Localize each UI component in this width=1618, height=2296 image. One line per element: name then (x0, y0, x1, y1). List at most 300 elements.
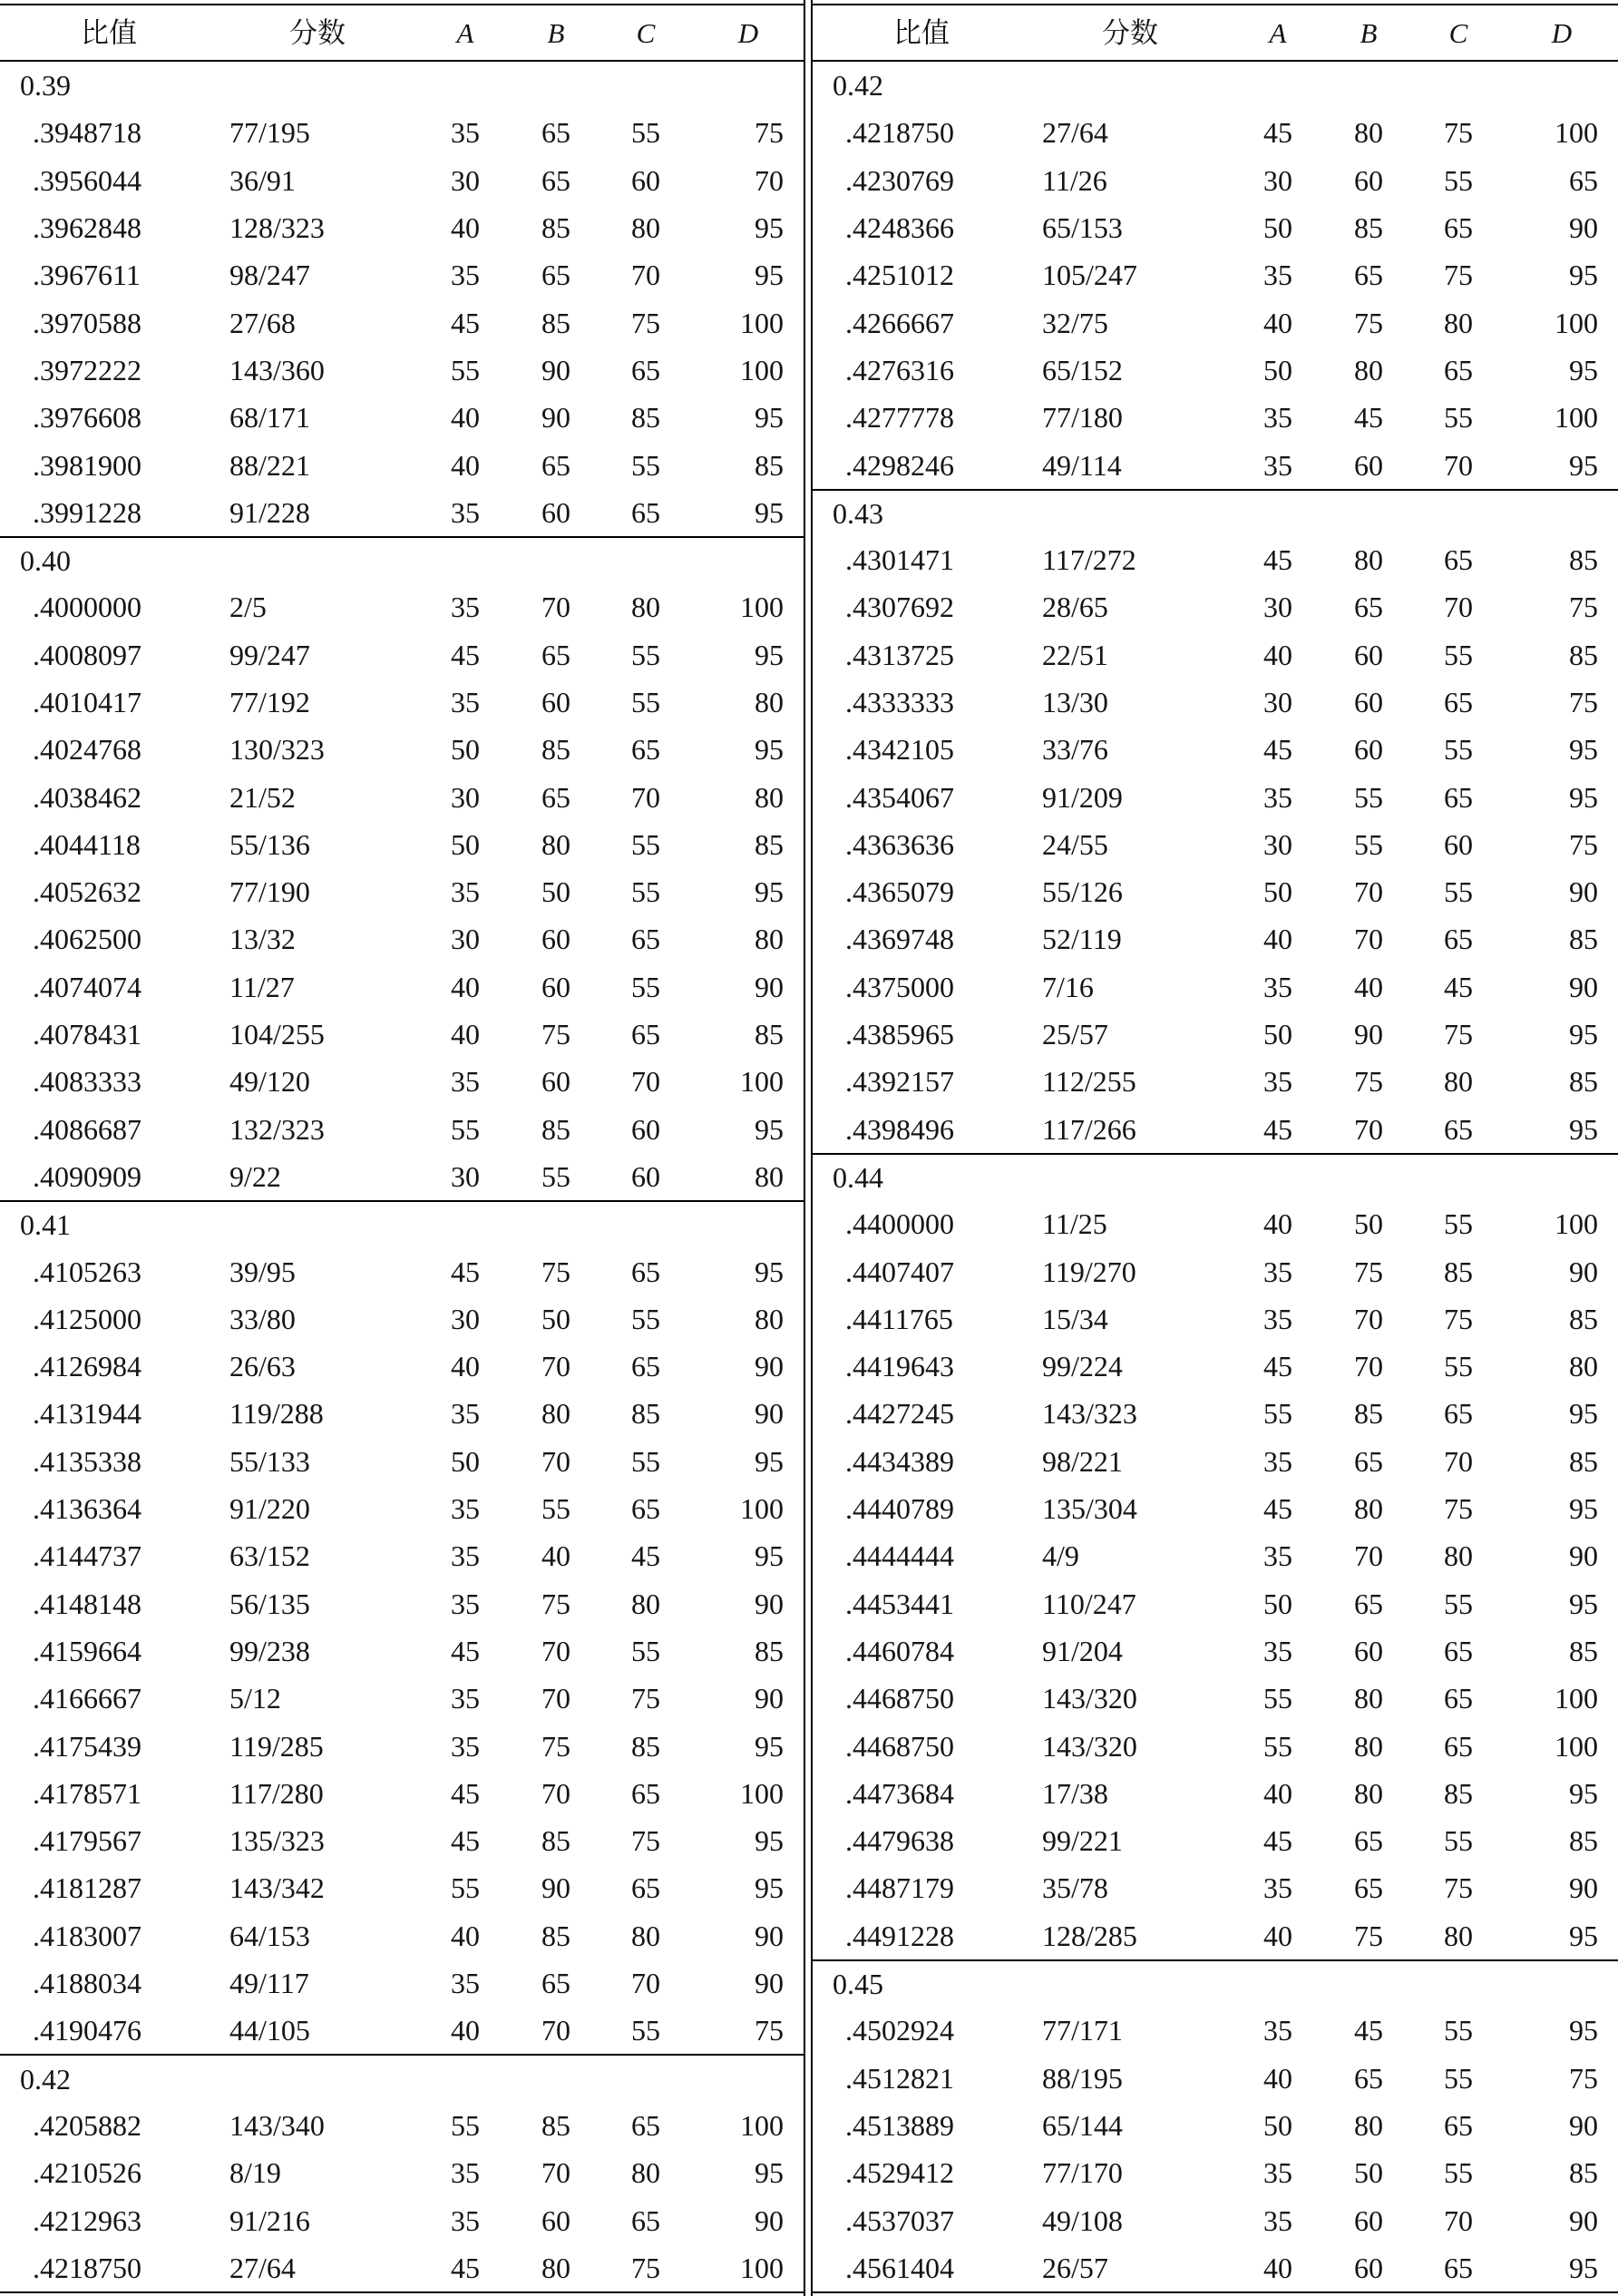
gear-c-cell: 80 (631, 211, 660, 245)
table-row (813, 631, 1618, 679)
gear-d-cell: 100 (740, 1065, 784, 1099)
gear-a-cell: 35 (1263, 401, 1292, 435)
group-label: 0.42 (20, 2062, 71, 2096)
gear-c-cell: 55 (1444, 163, 1473, 197)
header-gear-c: C (636, 16, 656, 49)
ratio-cell: .4460784 (845, 1634, 954, 1667)
fraction-cell: 135/323 (229, 1824, 325, 1858)
gear-b-cell: 65 (541, 780, 570, 814)
gear-c-cell: 80 (631, 1587, 660, 1620)
ratio-cell: .4086687 (33, 1112, 141, 1146)
header-gear-b: B (1360, 16, 1378, 49)
ratio-cell: .4427245 (845, 1397, 954, 1431)
gear-b-cell: 65 (541, 163, 570, 197)
fraction-cell: 33/80 (229, 1302, 296, 1335)
fraction-cell: 143/342 (229, 1871, 325, 1905)
table-row (813, 963, 1618, 1011)
ratio-cell: .4479638 (845, 1824, 954, 1858)
gear-b-cell: 40 (1354, 970, 1383, 1003)
gear-c-cell: 60 (631, 1159, 660, 1193)
gear-c-cell: 65 (1444, 1397, 1473, 1431)
gear-c-cell: 55 (1444, 1207, 1473, 1241)
gear-a-cell: 50 (1263, 353, 1292, 386)
gear-b-cell: 80 (1354, 1776, 1383, 1810)
fraction-cell: 64/153 (229, 1919, 310, 1952)
gear-d-cell: 80 (755, 923, 784, 956)
gear-b-cell: 60 (541, 686, 570, 718)
gear-a-cell: 45 (1263, 1492, 1292, 1526)
table-row (0, 915, 804, 962)
gear-c-cell: 55 (631, 875, 660, 909)
gear-c-cell: 65 (631, 2203, 660, 2237)
gear-c-cell: 65 (631, 495, 660, 529)
gear-c-cell: 85 (631, 1397, 660, 1431)
ratio-cell: .4363636 (845, 827, 954, 861)
gear-d-cell: 90 (1569, 1871, 1598, 1905)
gear-b-cell: 90 (541, 1871, 570, 1905)
table-row (813, 2054, 1618, 2101)
header-gear-d: D (1551, 16, 1573, 49)
group-row (0, 1200, 804, 1247)
gear-d-cell: 100 (1555, 1682, 1598, 1715)
gear-b-cell: 55 (1354, 827, 1383, 861)
fraction-cell: 68/171 (229, 401, 310, 435)
group-row (0, 536, 804, 583)
gear-d-cell: 100 (740, 1776, 784, 1810)
gear-d-cell: 95 (755, 2156, 784, 2190)
gear-a-cell: 30 (1263, 163, 1292, 197)
ratio-cell: .4136364 (33, 1492, 141, 1526)
gear-c-cell: 70 (1444, 2203, 1473, 2237)
gear-a-cell: 35 (1263, 259, 1292, 292)
gear-d-cell: 100 (740, 353, 784, 386)
gear-a-cell: 40 (451, 211, 480, 245)
ratio-cell: .4212963 (33, 2203, 141, 2237)
gear-c-cell: 85 (1444, 1776, 1473, 1810)
ratio-cell: .3981900 (33, 448, 141, 482)
gear-c-cell: 75 (1444, 1871, 1473, 1905)
gear-b-cell: 65 (1354, 2061, 1383, 2095)
table-row (0, 298, 804, 346)
ratio-cell: .4144737 (33, 1539, 141, 1573)
table-header (0, 4, 804, 62)
gear-b-cell: 60 (541, 495, 570, 529)
gear-c-cell: 55 (1444, 2014, 1473, 2047)
gear-c-cell: 70 (631, 780, 660, 814)
gear-b-cell: 60 (1354, 448, 1383, 482)
gear-a-cell: 55 (1263, 1682, 1292, 1715)
gear-a-cell: 45 (1263, 1824, 1292, 1858)
ratio-cell: .4248366 (845, 211, 954, 245)
header-gear-a: A (456, 16, 474, 49)
gear-d-cell: 90 (1569, 875, 1598, 909)
gear-a-cell: 30 (451, 1302, 480, 1335)
gear-d-cell: 80 (755, 780, 784, 814)
gear-b-cell: 50 (541, 1302, 570, 1335)
gear-d-cell: 95 (755, 1539, 784, 1573)
ratio-cell: .4010417 (33, 686, 141, 718)
gear-c-cell: 60 (631, 163, 660, 197)
gear-a-cell: 35 (451, 1729, 480, 1763)
gear-d-cell: 90 (1569, 2203, 1598, 2237)
table-row (813, 2007, 1618, 2054)
gear-d-cell: 90 (1569, 2108, 1598, 2142)
header-gear-c: C (1448, 16, 1468, 49)
gear-d-cell: 75 (1569, 827, 1598, 861)
table-row (813, 1200, 1618, 1247)
fraction-cell: 49/117 (229, 1967, 309, 2000)
ratio-cell: .4008097 (33, 638, 141, 671)
ratio-cell: .3956044 (33, 163, 141, 197)
gear-d-cell: 75 (755, 116, 784, 150)
gear-d-cell: 95 (755, 733, 784, 767)
table-row (0, 1011, 804, 1058)
gear-a-cell: 55 (451, 1871, 480, 1905)
gear-d-cell: 70 (755, 163, 784, 197)
gear-d-cell: 95 (755, 1871, 784, 1905)
fraction-cell: 27/68 (229, 306, 296, 339)
fraction-cell: 91/216 (229, 2203, 310, 2237)
gear-c-cell: 55 (631, 686, 660, 718)
gear-c-cell: 80 (1444, 1539, 1473, 1573)
ratio-cell: .4512821 (845, 2061, 954, 2095)
ratio-cell: .4561404 (845, 2251, 954, 2284)
ratio-cell: .4298246 (845, 448, 954, 482)
header-ratio: 比值 (81, 16, 137, 49)
gear-c-cell: 65 (631, 923, 660, 956)
fraction-cell: 143/323 (1042, 1397, 1137, 1431)
gear-c-cell: 75 (631, 306, 660, 339)
gear-b-cell: 50 (1354, 2156, 1383, 2190)
gear-c-cell: 65 (631, 1255, 660, 1288)
ratio-cell: .4392157 (845, 1065, 954, 1099)
ratio-table-right (813, 4, 1618, 2293)
fraction-cell: 77/171 (1042, 2014, 1123, 2047)
ratio-table-left (0, 4, 804, 2293)
gear-d-cell: 95 (1569, 1587, 1598, 1620)
ratio-cell: .4411765 (845, 1302, 953, 1335)
gear-c-cell: 80 (631, 2156, 660, 2190)
table-row (0, 1580, 804, 1627)
gear-a-cell: 40 (1263, 1207, 1292, 1241)
gear-a-cell: 35 (451, 1967, 480, 2000)
gear-b-cell: 90 (1354, 1018, 1383, 1051)
group-row (813, 1153, 1618, 1200)
gear-a-cell: 35 (1263, 2014, 1292, 2047)
table-row (813, 441, 1618, 488)
fraction-cell: 39/95 (229, 1255, 296, 1288)
table-row (813, 536, 1618, 583)
ratio-cell: .3948718 (33, 116, 141, 150)
ratio-cell: .4178571 (33, 1776, 141, 1810)
gear-b-cell: 60 (1354, 686, 1383, 718)
gear-b-cell: 80 (541, 2251, 570, 2284)
gear-d-cell: 95 (1569, 1776, 1598, 1810)
gear-d-cell: 95 (755, 211, 784, 245)
ratio-cell: .4277778 (845, 401, 954, 435)
fraction-cell: 91/209 (1042, 780, 1123, 814)
ratio-cell: .4369748 (845, 923, 954, 956)
table-row (813, 2196, 1618, 2243)
fraction-cell: 91/220 (229, 1492, 310, 1526)
gear-d-cell: 95 (1569, 448, 1598, 482)
gear-a-cell: 40 (1263, 1919, 1292, 1952)
gear-a-cell: 35 (1263, 448, 1292, 482)
gear-b-cell: 50 (1354, 1207, 1383, 1241)
ratio-cell: .4052632 (33, 875, 141, 909)
gear-b-cell: 75 (541, 1729, 570, 1763)
gear-c-cell: 65 (1444, 1112, 1473, 1146)
fraction-cell: 65/153 (1042, 211, 1123, 245)
fraction-cell: 77/170 (1042, 2156, 1123, 2190)
gear-a-cell: 35 (451, 2156, 480, 2190)
gear-a-cell: 35 (1263, 1871, 1292, 1905)
table-row (813, 251, 1618, 298)
gear-b-cell: 70 (541, 1682, 570, 1715)
table-row (813, 679, 1618, 726)
fraction-cell: 65/152 (1042, 353, 1123, 386)
gear-c-cell: 75 (631, 2251, 660, 2284)
fraction-cell: 36/91 (229, 163, 296, 197)
table-row (813, 726, 1618, 773)
gear-d-cell: 95 (755, 1444, 784, 1478)
table-row (0, 441, 804, 488)
ratio-cell: .4159664 (33, 1634, 141, 1667)
table-row (0, 583, 804, 630)
gear-a-cell: 45 (1263, 543, 1292, 577)
gear-b-cell: 75 (1354, 1065, 1383, 1099)
table-row (813, 1817, 1618, 1864)
fraction-cell: 56/135 (229, 1587, 310, 1620)
gear-b-cell: 75 (541, 1587, 570, 1620)
gear-b-cell: 70 (541, 1444, 570, 1478)
gear-c-cell: 85 (631, 401, 660, 435)
fraction-cell: 88/195 (1042, 2061, 1123, 2095)
table-row (813, 347, 1618, 394)
gear-b-cell: 80 (1354, 116, 1383, 150)
header-fraction: 分数 (289, 16, 346, 49)
gear-b-cell: 65 (1354, 1444, 1383, 1478)
table-row (813, 915, 1618, 962)
gear-b-cell: 80 (1354, 1492, 1383, 1526)
table-row (0, 489, 804, 536)
fraction-cell: 143/320 (1042, 1682, 1137, 1715)
table-row (0, 1106, 804, 1153)
gear-a-cell: 35 (451, 1539, 480, 1573)
gear-a-cell: 45 (1263, 1112, 1292, 1146)
gear-c-cell: 85 (1444, 1255, 1473, 1288)
table-row (0, 1675, 804, 1722)
fraction-cell: 99/238 (229, 1634, 310, 1667)
gear-b-cell: 60 (541, 2203, 570, 2237)
gear-a-cell: 30 (451, 923, 480, 956)
gear-d-cell: 95 (755, 1255, 784, 1288)
gear-b-cell: 65 (1354, 1587, 1383, 1620)
gear-d-cell: 80 (755, 1302, 784, 1335)
gear-d-cell: 75 (1569, 591, 1598, 624)
fraction-cell: 63/152 (229, 1539, 310, 1573)
gear-c-cell: 55 (631, 827, 660, 861)
gear-b-cell: 80 (541, 827, 570, 861)
gear-c-cell: 65 (631, 1871, 660, 1905)
table-row (813, 204, 1618, 251)
group-row (0, 62, 804, 109)
fraction-cell: 65/144 (1042, 2108, 1123, 2142)
fraction-cell: 35/78 (1042, 1871, 1108, 1905)
table-row (813, 2149, 1618, 2196)
gear-b-cell: 85 (541, 1824, 570, 1858)
gear-b-cell: 65 (541, 259, 570, 292)
gear-d-cell: 90 (755, 970, 784, 1003)
gear-d-cell: 90 (755, 1587, 784, 1620)
gear-a-cell: 45 (451, 1776, 480, 1810)
gear-c-cell: 55 (1444, 1350, 1473, 1383)
table-row (813, 1722, 1618, 1769)
gear-a-cell: 45 (451, 2251, 480, 2284)
gear-a-cell: 35 (451, 1065, 480, 1099)
ratio-cell: .4218750 (33, 2251, 141, 2284)
gear-d-cell: 95 (755, 1824, 784, 1858)
gear-a-cell: 35 (451, 686, 480, 718)
fraction-cell: 15/34 (1042, 1302, 1108, 1335)
fraction-cell: 11/25 (1042, 1207, 1107, 1241)
gear-c-cell: 55 (631, 638, 660, 671)
ratio-cell: .3970588 (33, 306, 141, 339)
gear-a-cell: 40 (1263, 2251, 1292, 2284)
fraction-cell: 52/119 (1042, 923, 1122, 956)
fraction-cell: 117/280 (229, 1776, 324, 1810)
ratio-cell: .4218750 (845, 116, 954, 150)
gear-a-cell: 30 (451, 163, 480, 197)
gear-a-cell: 40 (1263, 2061, 1292, 2095)
table-row (0, 2102, 804, 2149)
fraction-cell: 135/304 (1042, 1492, 1137, 1526)
gear-d-cell: 85 (1569, 638, 1598, 671)
gear-a-cell: 35 (1263, 1302, 1292, 1335)
group-label: 0.40 (20, 544, 71, 578)
gear-c-cell: 55 (631, 1634, 660, 1667)
ratio-cell: .4502924 (845, 2014, 954, 2047)
gear-a-cell: 35 (1263, 1539, 1292, 1573)
gear-a-cell: 35 (1263, 1444, 1292, 1478)
gear-a-cell: 35 (1263, 1634, 1292, 1667)
gear-b-cell: 70 (541, 1776, 570, 1810)
gear-c-cell: 65 (631, 353, 660, 386)
gear-b-cell: 70 (541, 591, 570, 624)
gear-a-cell: 50 (1263, 1587, 1292, 1620)
gear-d-cell: 95 (1569, 1397, 1598, 1431)
gear-a-cell: 35 (451, 1397, 480, 1431)
gear-d-cell: 85 (1569, 1634, 1598, 1667)
gear-b-cell: 70 (1354, 923, 1383, 956)
ratio-cell: .4400000 (845, 1207, 954, 1241)
ratio-cell: .3962848 (33, 211, 141, 245)
ratio-cell: .4210526 (33, 2156, 141, 2190)
gear-b-cell: 85 (1354, 1397, 1383, 1431)
gear-b-cell: 70 (1354, 1302, 1383, 1335)
gear-a-cell: 50 (451, 1444, 480, 1478)
gear-b-cell: 60 (1354, 2203, 1383, 2237)
table-body (813, 62, 1618, 2293)
gear-b-cell: 80 (1354, 1729, 1383, 1763)
ratio-cell: .4313725 (845, 638, 954, 671)
gear-d-cell: 95 (755, 1729, 784, 1763)
gear-d-cell: 100 (1555, 1729, 1598, 1763)
table-row (813, 2102, 1618, 2149)
ratio-cell: .4419643 (845, 1350, 954, 1383)
fraction-cell: 132/323 (229, 1112, 325, 1146)
gear-b-cell: 70 (541, 2156, 570, 2190)
table-row (0, 1864, 804, 1911)
gear-d-cell: 85 (1569, 1065, 1598, 1099)
fraction-cell: 91/228 (229, 495, 310, 529)
fraction-cell: 55/133 (229, 1444, 310, 1478)
gear-c-cell: 55 (1444, 875, 1473, 909)
gear-c-cell: 75 (1444, 1302, 1473, 1335)
gear-a-cell: 35 (451, 591, 480, 624)
fraction-cell: 104/255 (229, 1018, 325, 1051)
gear-d-cell: 80 (755, 686, 784, 718)
gear-b-cell: 70 (541, 1634, 570, 1667)
fraction-cell: 119/288 (229, 1397, 324, 1431)
gear-c-cell: 55 (1444, 2061, 1473, 2095)
table-row (813, 1295, 1618, 1343)
gear-c-cell: 65 (631, 1018, 660, 1051)
double-rule (804, 0, 813, 2296)
fraction-cell: 117/272 (1042, 543, 1136, 577)
header-gear-b: B (547, 16, 565, 49)
gear-b-cell: 80 (541, 1397, 570, 1431)
table-row (813, 1058, 1618, 1105)
table-row (813, 1912, 1618, 1959)
gear-a-cell: 35 (1263, 2156, 1292, 2190)
table-row (0, 2196, 804, 2243)
gear-c-cell: 55 (631, 970, 660, 1003)
gear-c-cell: 65 (1444, 1729, 1473, 1763)
gear-a-cell: 55 (1263, 1729, 1292, 1763)
gear-b-cell: 65 (1354, 1824, 1383, 1858)
gear-d-cell: 100 (740, 591, 784, 624)
table-row (813, 1864, 1618, 1911)
gear-a-cell: 40 (451, 1919, 480, 1952)
table-row (0, 1770, 804, 1817)
table-row (813, 2244, 1618, 2291)
gear-c-cell: 45 (631, 1539, 660, 1573)
gear-d-cell: 85 (755, 448, 784, 482)
ratio-cell: .4333333 (845, 686, 954, 718)
gear-a-cell: 35 (1263, 2203, 1292, 2237)
gear-a-cell: 45 (451, 1634, 480, 1667)
table-row (0, 1627, 804, 1675)
ratio-cell: .4083333 (33, 1065, 141, 1099)
gear-a-cell: 45 (1263, 1350, 1292, 1383)
gear-d-cell: 100 (740, 2251, 784, 2284)
table-row (0, 157, 804, 204)
gear-d-cell: 90 (755, 1350, 784, 1383)
gear-c-cell: 65 (1444, 686, 1473, 718)
gear-b-cell: 55 (541, 1492, 570, 1526)
table-row (0, 1153, 804, 1200)
gear-b-cell: 70 (1354, 1112, 1383, 1146)
gear-c-cell: 70 (631, 1967, 660, 2000)
fraction-cell: 9/22 (229, 1159, 281, 1193)
table-row (813, 1675, 1618, 1722)
ratio-cell: .4513889 (845, 2108, 954, 2142)
gear-d-cell: 90 (755, 1682, 784, 1715)
table-row (813, 1247, 1618, 1295)
gear-b-cell: 85 (541, 2108, 570, 2142)
gear-b-cell: 65 (541, 116, 570, 150)
